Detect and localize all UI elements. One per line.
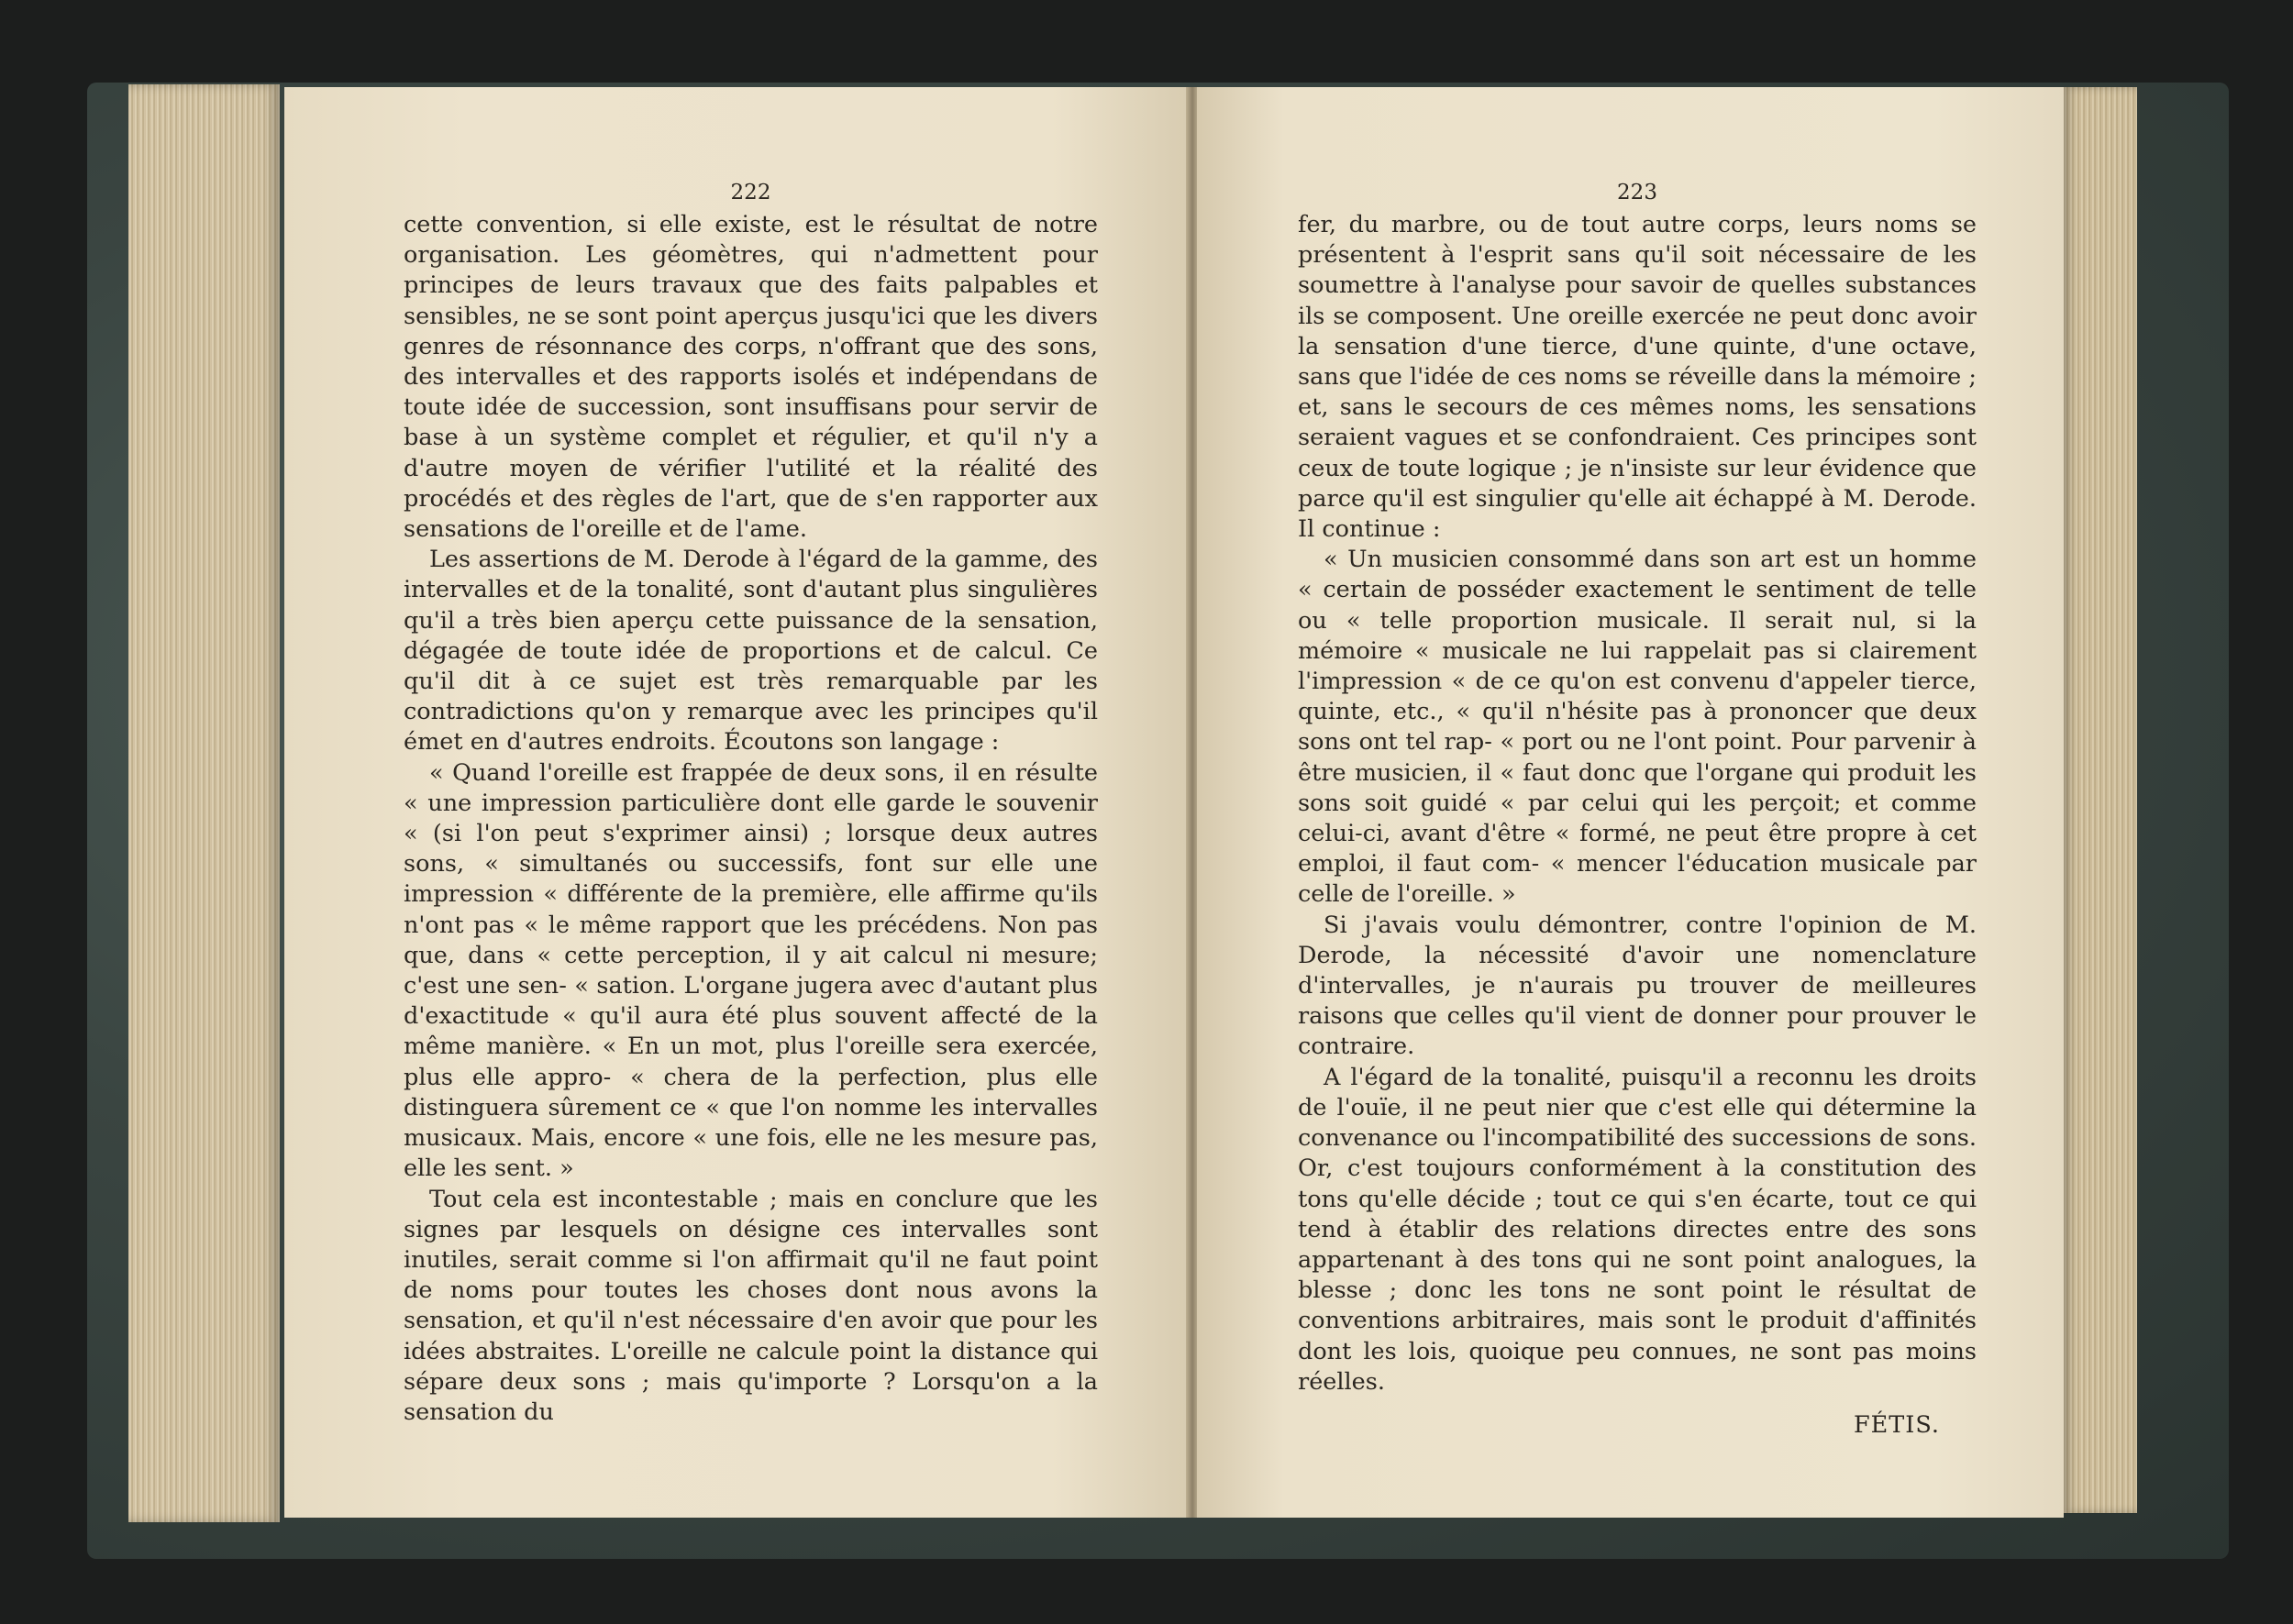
page-edges-right [2064, 87, 2137, 1513]
right-page [1197, 87, 2064, 1518]
paragraph: Les assertions de M. Derode à l'égard de la gamme, des intervalles et de la tonalité, sont d'autant plus singulières qu'il a très bien aperçu cette puissance de la sensation, dégagée de toute idée de proportions et de calcul. Ce qu'il dit à ce sujet est très remarquable par les contradictions qu'on y remarque avec les principes qu'il émet en d'autres endroits. Écoutons son langage : [404, 546, 1098, 757]
page-edges-left [128, 84, 280, 1522]
page-number-right: 223 [1617, 181, 1657, 204]
paragraph: Si j'avais voulu démontrer, contre l'opinion de M. Derode, la nécessité d'avoir une nomenclature d'intervalles, je n'aurais pu trouver de meilleures raisons que celles qu'il vient de donner pour prouver le contraire. [1298, 911, 1977, 1061]
left-page [284, 87, 1188, 1518]
quotation: « Un musicien consommé dans son art est un homme « certain de posséder exactement le sentiment de telle ou « telle proportion musicale. Il serait nul, si la mémoire « musicale ne lui rappelait pas si clairement l'impression « de ce qu'on est convenu d'appeler tierce, quinte, etc., « qu'il n'hésite pas à prononcer que deux sons ont tel rap- « port ou ne l'ont point. Pour parvenir à être musicien, il « faut donc que l'organe qui produit les sons soit guidé « par celui qui les perçoit; et comme celui-ci, avant d'être « formé, ne peut être propre à cet emploi, il faut com- « mencer l'éducation musicale par celle de l'oreille. » [1298, 546, 1977, 909]
author-signature: FÉTIS. [1853, 1410, 1940, 1439]
paragraph: Tout cela est incontestable ; mais en conclure que les signes par lesquels on désigne ces intervalles sont inutiles, serait comme si l'on affirmait qu'il ne faut point de noms pour toutes les choses dont nous avons la sensation, et qu'il n'est nécessaire d'en avoir que pour les idées abstraites. L'oreille ne calcule point la distance qui sépare deux sons ; mais qu'importe ? Lorsqu'on a la sensation du [404, 1185, 1098, 1426]
paragraph: A l'égard de la tonalité, puisqu'il a reconnu les droits de l'ouïe, il ne peut nier que c'est elle qui détermine la convenance ou l'incompatibilité des successions de sons. Or, c'est toujours conformément à la constitution des tons qu'elle décide ; tout ce qui s'en écarte, tout ce qui tend à établir des relations directes entre des sons appartenant à des tons qui ne sont point analogues, la blesse ; donc les tons ne sont point le résultat de conventions arbitraires, mais sont le produit d'affinités dont les lois, quoique peu connues, ne sont pas moins réelles. [1298, 1063, 1977, 1396]
quotation: « Quand l'oreille est frappée de deux sons, il en résulte « une impression particulière dont elle garde le souvenir « (si l'on peut s'exprimer ainsi) ; lorsque deux autres sons, « simultanés ou successifs, font sur elle une impression « différente de la première, elle affirme qu'ils n'ont pas « le même rapport que les précédens. Non pas que, dans « cette perception, il y ait calcul ni mesure; c'est une sen- « sation. L'organe jugera avec d'autant plus d'exactitude « qu'il aura été plus souvent affecté de la même manière. « En un mot, plus l'oreille sera exercée, plus elle appro- « chera de la perfection, plus elle distinguera sûrement ce « que l'on nomme les intervalles musicaux. Mais, encore « une fois, elle ne les mesure pas, elle les sent. » [404, 758, 1098, 1183]
page-number-left: 222 [730, 181, 771, 204]
paragraph: cette convention, si elle existe, est le résultat de notre organisation. Les géomètres, qui n'admettent pour principes de leurs travaux que des faits palpables et sensibles, ne se sont point aperçus jusqu'ici que les divers genres de résonnance des corps, n'offrant que des sons, des intervalles et des rapports isolés et indépendans de toute idée de succession, sont insuffisans pour servir de base à un système complet et régulier, et qu'il n'y a d'autre moyen de vérifier l'utilité et la réalité des procédés et des règles de l'art, que de s'en rapporter aux sensations de l'oreille et de l'ame. [404, 211, 1098, 544]
right-page-text [1298, 210, 1977, 1441]
paragraph: fer, du marbre, ou de tout autre corps, leurs noms se présentent à l'esprit sans qu'il soit nécessaire de les soumettre à l'analyse pour savoir de quelles substances ils se composent. Une oreille exercée ne peut donc avoir la sensation d'une tierce, d'une quinte, d'une octave, sans que l'idée de ces noms se réveille dans la mémoire ; et, sans le secours de ces mêmes noms, les sensations seraient vagues et se confondraient. Ces principes sont ceux de toute logique ; je n'insiste sur leur évidence que parce qu'il est singulier qu'elle ait échappé à M. Derode. Il continue : [1298, 211, 1977, 544]
left-page-text [404, 210, 1098, 1428]
